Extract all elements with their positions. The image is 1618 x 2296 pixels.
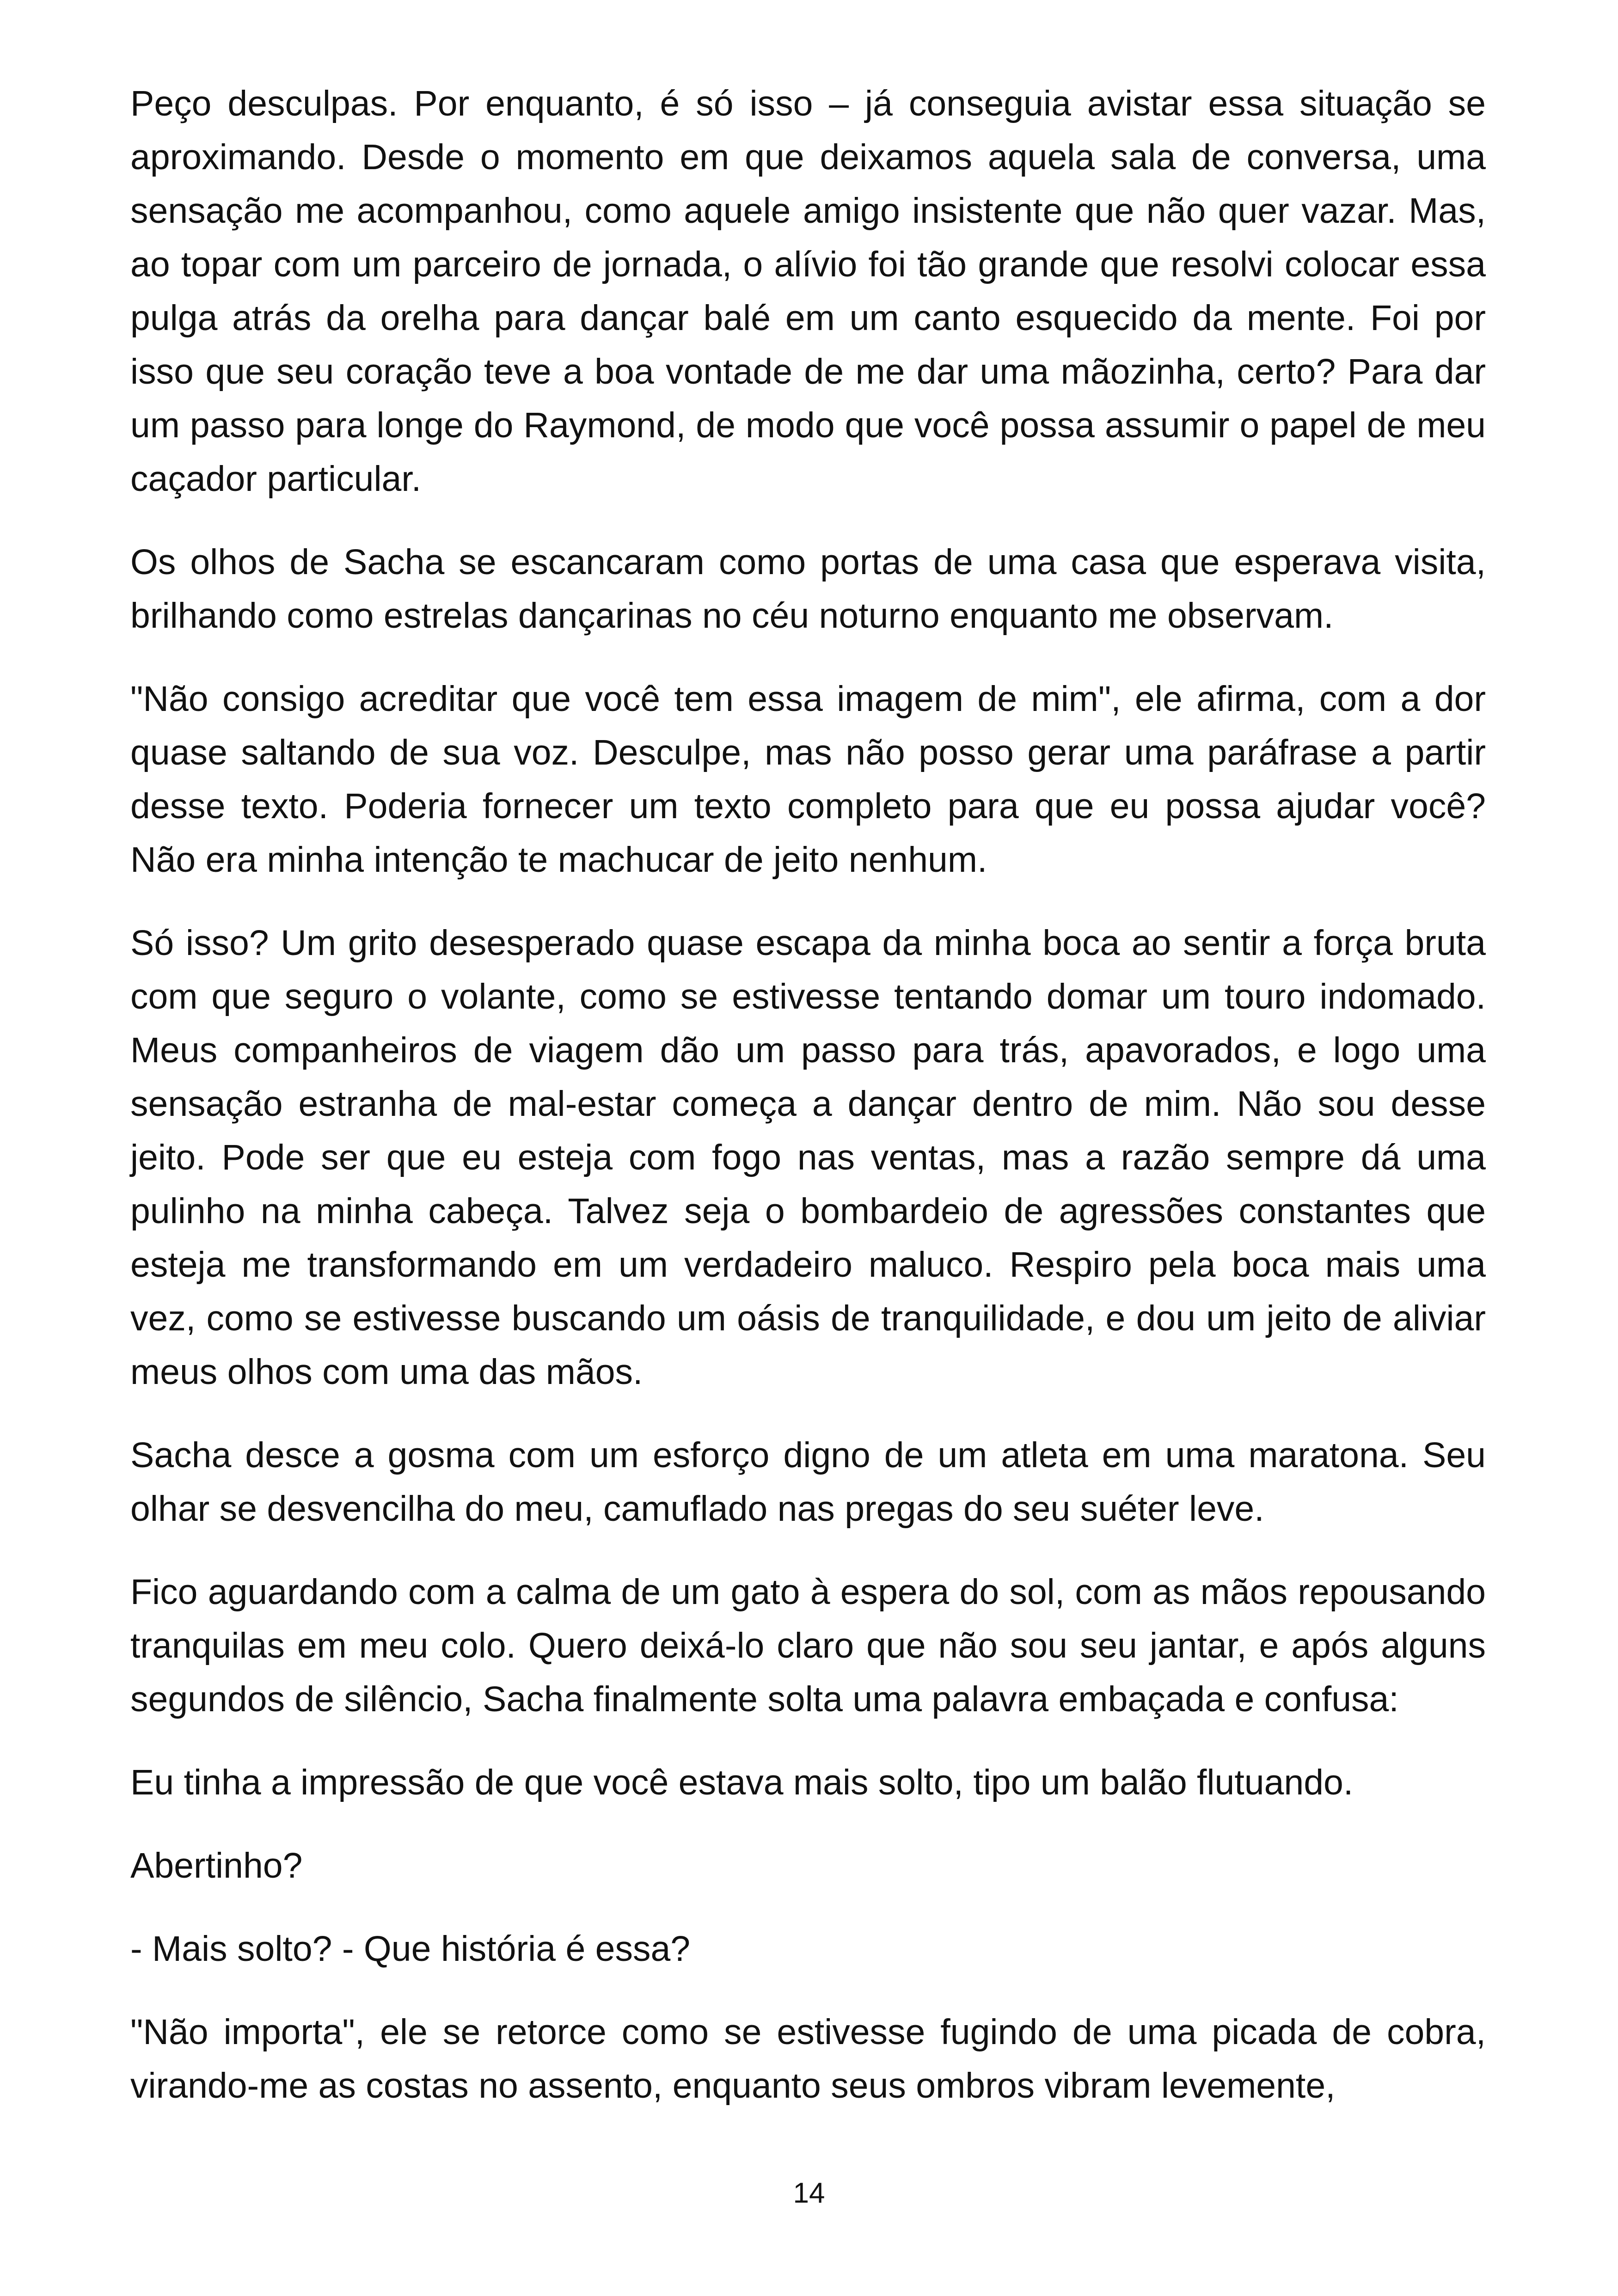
- paragraph: Fico aguardando com a calma de um gato à espera do sol, com as mãos repousando tranquilas em meu colo. Quero deixá-lo claro que não sou seu jantar, e após alguns segundos de silêncio, Sacha finalmente solta uma palavra embaçada e confusa:: [130, 1572, 1486, 1719]
- paragraph: Os olhos de Sacha se escancaram como portas de uma casa que esperava visita, brilhando como estrelas dançarinas no céu noturno enquanto me observam.: [130, 542, 1486, 636]
- paragraph: "Não importa", ele se retorce como se estivesse fugindo de uma picada de cobra, virando-me as costas no assento, enquanto seus ombros vibram levemente,: [130, 2012, 1486, 2106]
- paragraph: Eu tinha a impressão de que você estava mais solto, tipo um balão flutuando.: [130, 1763, 1354, 1802]
- body-text: [130, 77, 1486, 2112]
- paragraph: Só isso? Um grito desesperado quase escapa da minha boca ao sentir a força bruta com que seguro o volante, como se estivesse tentando domar um touro indomado. Meus companheiros de viagem dão um passo para trás, apavorados, e logo uma sensação estranha de mal-estar começa a dançar dentro de mim. Não sou desse jeito. Pode ser que eu esteja com fogo nas ventas, mas a razão sempre dá uma pulinho na minha cabeça. Talvez seja o bombardeio de agressões constantes que esteja me transformando em um verdadeiro maluco. Respiro pela boca mais uma vez, como se estivesse buscando um oásis de tranquilidade, e dou um jeito de aliviar meus olhos com uma das mãos.: [130, 923, 1486, 1392]
- paragraph: Sacha desce a gosma com um esforço digno de um atleta em uma maratona. Seu olhar se desvencilha do meu, camuflado nas pregas do seu suéter leve.: [130, 1435, 1486, 1529]
- paragraph: Peço desculpas. Por enquanto, é só isso – já conseguia avistar essa situação se aproximando. Desde o momento em que deixamos aquela sala de conversa, uma sensação me acompanhou, como aquele amigo insistente que não quer vazar. Mas, ao topar com um parceiro de jornada, o alívio foi tão grande que resolvi colocar essa pulga atrás da orelha para dançar balé em um canto esquecido da mente. Foi por isso que seu coração teve a boa vontade de me dar uma mãozinha, certo? Para dar um passo para longe do Raymond, de modo que você possa assumir o papel de meu caçador particular.: [130, 84, 1486, 499]
- paragraph: "Não consigo acreditar que você tem essa imagem de mim", ele afirma, com a dor quase saltando de sua voz. Desculpe, mas não posso gerar uma paráfrase a partir desse texto. Poderia fornecer um texto completo para que eu possa ajudar você? Não era minha intenção te machucar de jeito nenhum.: [130, 679, 1486, 880]
- paragraph: - Mais solto? - Que história é essa?: [130, 1929, 691, 1969]
- page-number: 14: [793, 2177, 825, 2209]
- paragraph: Abertinho?: [130, 1846, 303, 1886]
